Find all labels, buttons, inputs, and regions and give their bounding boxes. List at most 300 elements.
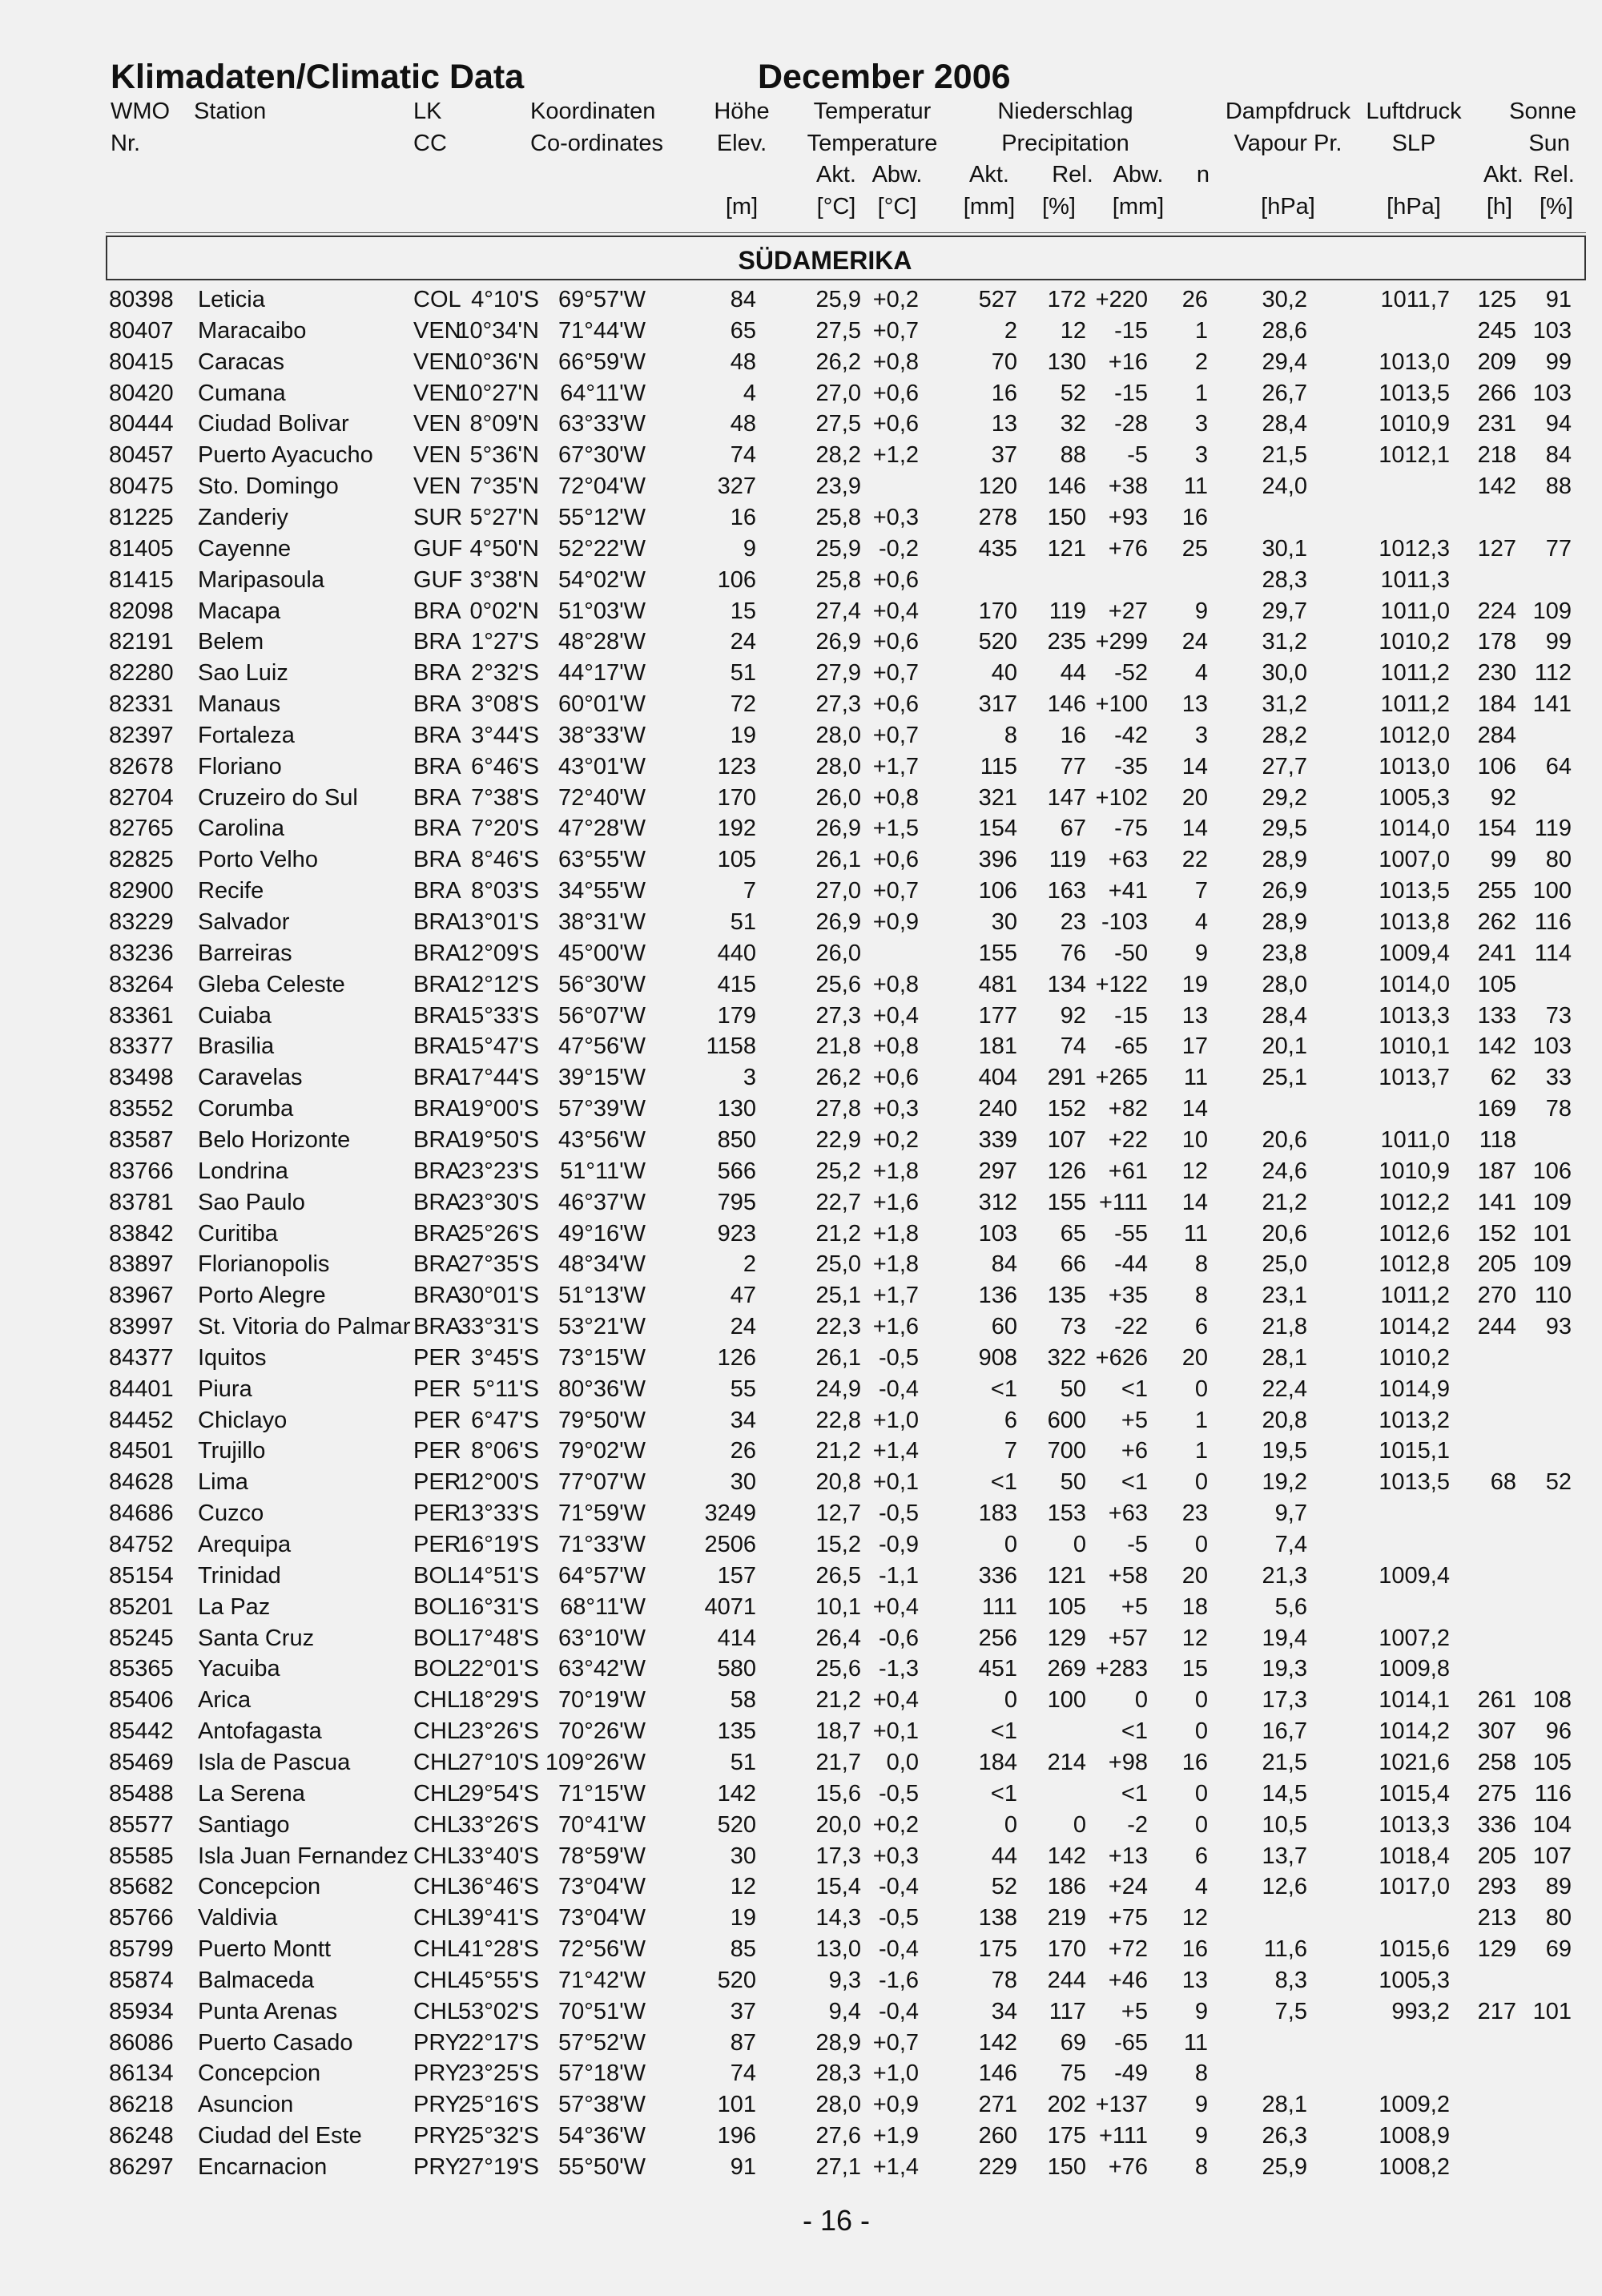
cell-station: Carolina xyxy=(198,816,284,842)
cell-lat: 13°33'S xyxy=(458,1500,539,1527)
cell-p: 317 xyxy=(978,691,1017,718)
cell-t: 26,2 xyxy=(815,348,861,375)
cell-lat: 5°11'S xyxy=(473,1376,539,1402)
cell-t: 27,5 xyxy=(815,317,861,344)
cell-wmo: 83967 xyxy=(109,1283,174,1309)
cell-pdev: -49 xyxy=(1114,2060,1148,2087)
cell-vap: 19,2 xyxy=(1262,1469,1307,1496)
cell-tdev: +1,6 xyxy=(872,1314,919,1340)
cell-cc: PRY xyxy=(413,2060,461,2087)
cell-lat: 16°19'S xyxy=(458,1532,539,1557)
cell-lat: 53°02'S xyxy=(458,1998,539,2024)
cell-vap: 30,0 xyxy=(1262,660,1307,687)
cell-pdev: -65 xyxy=(1114,2029,1148,2056)
cell-pdev: +75 xyxy=(1108,1905,1148,1931)
cell-prel: 322 xyxy=(1047,1344,1086,1371)
cell-sunrel: 64 xyxy=(1545,753,1572,779)
cell-slp: 1010,9 xyxy=(1379,411,1450,437)
cell-wmo: 85682 xyxy=(109,1874,174,1900)
cell-sun: 217 xyxy=(1477,1998,1516,2024)
table-row xyxy=(0,1126,1602,1160)
cell-lat: 15°33'S xyxy=(458,1002,539,1029)
cell-sunrel: 104 xyxy=(1532,1811,1572,1838)
cell-station: Maracaibo xyxy=(198,317,307,344)
cell-n: 8 xyxy=(1194,1251,1208,1278)
cell-tdev: -0,5 xyxy=(879,1905,919,1931)
cell-slp: 1009,8 xyxy=(1379,1656,1450,1682)
cell-prel: 107 xyxy=(1047,1126,1086,1153)
cell-elev: 415 xyxy=(717,971,756,997)
cell-lat: 7°35'N xyxy=(469,473,539,500)
cell-t: 27,1 xyxy=(815,2154,861,2180)
cell-n: 3 xyxy=(1194,411,1208,437)
cell-n: 7 xyxy=(1194,878,1208,904)
cell-vap: 7,4 xyxy=(1274,1532,1307,1557)
cell-t: 28,0 xyxy=(815,722,861,748)
cell-wmo: 83781 xyxy=(109,1189,174,1215)
cell-cc: BOL xyxy=(413,1562,461,1589)
cell-cc: PER xyxy=(413,1407,461,1433)
cell-n: 4 xyxy=(1194,660,1208,687)
cell-vap: 28,9 xyxy=(1262,909,1307,935)
cell-wmo: 86086 xyxy=(109,2029,174,2056)
cell-station: Floriano xyxy=(198,753,282,779)
cell-sun: 187 xyxy=(1477,1158,1516,1184)
cell-cc: BRA xyxy=(413,1189,461,1215)
cell-tdev: +1,5 xyxy=(872,816,919,842)
cell-vap: 29,7 xyxy=(1262,598,1307,624)
cell-elev: 30 xyxy=(730,1843,756,1869)
cell-station: Florianopolis xyxy=(198,1251,330,1278)
cell-lat: 23°25'S xyxy=(458,2060,539,2087)
cell-prel: 88 xyxy=(1060,442,1086,469)
cell-prel: 600 xyxy=(1047,1407,1086,1433)
cell-lon: 64°57'W xyxy=(557,1562,646,1589)
cell-sunrel: 109 xyxy=(1532,1251,1572,1278)
cell-prel: 147 xyxy=(1047,784,1086,811)
cell-t: 27,5 xyxy=(815,411,861,437)
cell-prel: 175 xyxy=(1047,2123,1086,2149)
cell-p: <1 xyxy=(990,1469,1017,1496)
cell-n: 9 xyxy=(1194,2092,1208,2118)
cell-pdev: +299 xyxy=(1095,629,1148,655)
cell-elev: 4071 xyxy=(704,1593,756,1620)
cell-p: 184 xyxy=(978,1749,1017,1775)
elevation-header-de: Höhe xyxy=(714,99,770,124)
cell-vap: 20,8 xyxy=(1262,1407,1307,1433)
cell-sun: 169 xyxy=(1477,1096,1516,1122)
cell-p: 527 xyxy=(978,287,1017,312)
cell-vap: 30,1 xyxy=(1262,535,1307,562)
cell-p: 16 xyxy=(991,380,1017,406)
table-row xyxy=(0,1938,1602,1969)
cell-lat: 3°45'S xyxy=(471,1344,539,1371)
table-row xyxy=(0,2062,1602,2093)
cell-lat: 23°26'S xyxy=(458,1718,539,1745)
cell-lat: 10°36'N xyxy=(457,348,539,375)
cell-cc: BRA xyxy=(413,1033,461,1060)
cell-slp: 1010,9 xyxy=(1379,1158,1450,1184)
cell-lon: 53°21'W xyxy=(557,1314,646,1340)
region-label: SÜDAMERIKA xyxy=(738,246,912,275)
cell-elev: 795 xyxy=(717,1189,756,1215)
cell-tdev: +0,1 xyxy=(872,1469,919,1496)
cell-wmo: 84686 xyxy=(109,1500,174,1527)
cell-p: 60 xyxy=(991,1314,1017,1340)
cell-station: Santa Cruz xyxy=(198,1625,315,1651)
cell-t: 26,1 xyxy=(815,1344,861,1371)
cell-sunrel: 69 xyxy=(1545,1936,1572,1963)
cell-sun: 262 xyxy=(1477,909,1516,935)
cell-lat: 7°38'S xyxy=(471,784,539,811)
cell-pdev: +63 xyxy=(1108,1500,1148,1527)
cell-cc: SUR xyxy=(413,504,463,530)
cell-wmo: 83498 xyxy=(109,1065,174,1091)
cell-tdev: -0,2 xyxy=(879,535,919,562)
cell-elev: 15 xyxy=(730,598,756,624)
cell-sunrel: 96 xyxy=(1545,1718,1572,1745)
cell-slp: 1014,0 xyxy=(1379,816,1450,842)
cell-lat: 22°01'S xyxy=(458,1656,539,1682)
cell-lat: 36°46'S xyxy=(458,1874,539,1900)
cell-sun: 106 xyxy=(1477,753,1516,779)
cell-pdev: -42 xyxy=(1114,722,1148,748)
cell-elev: 85 xyxy=(730,1936,756,1963)
cell-vap: 28,6 xyxy=(1262,317,1307,344)
precipitation-abw-unit: [mm] xyxy=(1112,194,1165,220)
cell-cc: CHL xyxy=(413,1905,461,1931)
cell-tdev: +0,9 xyxy=(872,909,919,935)
cell-vap: 10,5 xyxy=(1262,1811,1307,1838)
cell-vap: 26,7 xyxy=(1262,380,1307,406)
cell-p: 37 xyxy=(991,442,1017,469)
cell-wmo: 80457 xyxy=(109,442,174,469)
cell-sun: 142 xyxy=(1477,473,1516,500)
cell-wmo: 86248 xyxy=(109,2123,174,2149)
cell-prel: 291 xyxy=(1047,1065,1086,1091)
cell-t: 26,0 xyxy=(815,784,861,811)
cell-slp: 1011,7 xyxy=(1380,287,1450,312)
cell-sunrel: 101 xyxy=(1532,1220,1572,1247)
cell-sun: 62 xyxy=(1490,1065,1516,1091)
table-row xyxy=(0,1969,1602,2000)
cell-wmo: 83842 xyxy=(109,1220,174,1247)
cell-slp: 1012,1 xyxy=(1379,442,1450,469)
cell-tdev: +0,8 xyxy=(872,1033,919,1060)
cell-pdev: <1 xyxy=(1121,1469,1148,1496)
cell-sun: 141 xyxy=(1477,1189,1516,1215)
cell-n: 0 xyxy=(1194,1780,1208,1807)
cell-wmo: 85245 xyxy=(109,1625,174,1651)
cell-slp: 1012,0 xyxy=(1379,722,1450,748)
cell-elev: 16 xyxy=(730,504,756,530)
cell-t: 25,8 xyxy=(815,504,861,530)
cell-lat: 2°32'S xyxy=(471,660,539,687)
document-title: Klimadaten/Climatic Data xyxy=(111,58,525,96)
cell-t: 22,3 xyxy=(815,1314,861,1340)
cell-p: <1 xyxy=(990,1780,1017,1807)
table-row xyxy=(0,444,1602,475)
cell-p: 146 xyxy=(978,2060,1017,2087)
cell-wmo: 85406 xyxy=(109,1687,174,1714)
precipitation-rel-header: Rel. xyxy=(1052,162,1093,187)
cell-t: 27,0 xyxy=(815,380,861,406)
cell-slp: 1013,7 xyxy=(1379,1065,1450,1091)
cell-elev: 850 xyxy=(717,1126,756,1153)
table-row xyxy=(0,1593,1602,1627)
cell-tdev: -0,9 xyxy=(879,1532,919,1557)
table-row xyxy=(0,784,1602,818)
cell-prel: 100 xyxy=(1047,1687,1086,1714)
cell-pdev: +61 xyxy=(1108,1158,1148,1184)
cell-pdev: +220 xyxy=(1095,287,1148,312)
vapour-unit: [hPa] xyxy=(1261,194,1315,220)
cell-prel: 121 xyxy=(1047,1562,1086,1589)
cell-wmo: 82678 xyxy=(109,753,174,779)
cell-sun: 245 xyxy=(1477,317,1516,344)
cell-p: 435 xyxy=(978,535,1017,562)
table-row xyxy=(0,288,1602,320)
cell-cc: CHL xyxy=(413,1967,461,1993)
cell-cc: BRA xyxy=(413,1096,461,1122)
cell-prel: 12 xyxy=(1060,317,1086,344)
cell-pdev: <1 xyxy=(1121,1718,1148,1745)
cell-sunrel: 119 xyxy=(1534,816,1572,842)
cell-lon: 34°55'W xyxy=(557,878,646,904)
cell-pdev: +72 xyxy=(1108,1936,1148,1963)
cell-wmo: 80415 xyxy=(109,348,174,375)
cell-prel: 130 xyxy=(1047,348,1086,375)
cell-station: Cuzco xyxy=(198,1500,264,1527)
cell-sun: 118 xyxy=(1479,1126,1516,1153)
cell-tdev: +0,2 xyxy=(872,1126,919,1153)
cell-vap: 23,8 xyxy=(1262,940,1307,966)
cell-p: 0 xyxy=(1004,1687,1017,1714)
cell-elev: 58 xyxy=(730,1687,756,1714)
cell-wmo: 85442 xyxy=(109,1718,174,1745)
cell-cc: VEN xyxy=(413,380,461,406)
cell-vap: 19,3 xyxy=(1262,1656,1307,1682)
cell-slp: 1012,8 xyxy=(1379,1251,1450,1278)
cell-prel: 202 xyxy=(1047,2092,1086,2118)
cell-pdev: -15 xyxy=(1114,1002,1148,1029)
cell-tdev: +0,7 xyxy=(872,722,919,748)
cell-p: 260 xyxy=(978,2123,1017,2149)
cell-wmo: 83766 xyxy=(109,1158,174,1184)
cell-lat: 33°40'S xyxy=(458,1843,539,1869)
cell-pdev: +5 xyxy=(1121,1407,1148,1433)
cell-cc: PER xyxy=(413,1469,461,1496)
cell-prel: 75 xyxy=(1060,2060,1086,2087)
cell-lon: 70°19'W xyxy=(557,1687,646,1714)
cell-station: Ciudad del Este xyxy=(198,2123,362,2149)
cell-t: 26,0 xyxy=(815,940,861,966)
cell-n: 1 xyxy=(1194,1438,1208,1464)
cell-n: 4 xyxy=(1194,1874,1208,1900)
cell-tdev: +1,8 xyxy=(872,1158,919,1184)
cell-tdev: +0,4 xyxy=(872,1593,919,1620)
cell-sun: 154 xyxy=(1477,816,1516,842)
cell-prel: 186 xyxy=(1047,1874,1086,1900)
cell-sunrel: 103 xyxy=(1532,317,1572,344)
cell-lon: 49°16'W xyxy=(557,1220,646,1247)
table-row xyxy=(0,1471,1602,1502)
cell-elev: 1158 xyxy=(706,1033,756,1060)
cell-lon: 80°36'W xyxy=(557,1376,646,1402)
cell-sunrel: 100 xyxy=(1532,878,1572,904)
cell-prel: 44 xyxy=(1060,660,1086,687)
cell-p: 271 xyxy=(978,2092,1017,2118)
cell-lon: 71°42'W xyxy=(557,1967,646,1993)
cell-elev: 2506 xyxy=(704,1532,756,1557)
cell-p: 34 xyxy=(991,1998,1017,2024)
cell-wmo: 85488 xyxy=(109,1780,174,1807)
cell-station: Puerto Montt xyxy=(198,1936,332,1963)
table-row xyxy=(0,724,1602,755)
cell-tdev: +1,4 xyxy=(872,1438,919,1464)
cell-sun: 270 xyxy=(1477,1283,1516,1309)
cell-wmo: 82765 xyxy=(109,816,174,842)
cell-slp: 1014,9 xyxy=(1379,1376,1450,1402)
cell-lon: 68°11'W xyxy=(560,1593,646,1620)
cell-elev: 414 xyxy=(717,1625,756,1651)
cell-lon: 38°31'W xyxy=(557,909,646,935)
precipitation-rel-unit: [%] xyxy=(1042,194,1076,220)
cell-t: 12,7 xyxy=(815,1500,861,1527)
cell-t: 26,9 xyxy=(815,629,861,655)
cell-n: 4 xyxy=(1194,909,1208,935)
cell-p: 396 xyxy=(978,847,1017,873)
cell-pdev: -52 xyxy=(1114,660,1148,687)
temperature-header-de: Temperatur xyxy=(813,99,932,124)
cell-elev: 3249 xyxy=(704,1500,756,1527)
cell-n: 16 xyxy=(1181,1749,1208,1775)
cell-n: 11 xyxy=(1183,1065,1208,1091)
cell-n: 16 xyxy=(1181,1936,1208,1963)
table-row xyxy=(0,1002,1602,1036)
cell-pdev: 0 xyxy=(1134,1687,1148,1714)
cell-elev: 47 xyxy=(730,1283,756,1309)
cell-lon: 51°11'W xyxy=(560,1158,646,1184)
cell-tdev: +1,4 xyxy=(872,2154,919,2180)
cell-p: 136 xyxy=(978,1283,1017,1309)
cell-pdev: +137 xyxy=(1095,2092,1148,2118)
cell-cc: BRA xyxy=(413,691,461,718)
cell-cc: BRA xyxy=(413,660,461,687)
cell-lat: 30°01'S xyxy=(458,1283,539,1309)
cell-slp: 1017,0 xyxy=(1379,1874,1450,1900)
cell-tdev: +0,9 xyxy=(872,2092,919,2118)
cell-p: 240 xyxy=(978,1096,1017,1122)
cell-sunrel: 107 xyxy=(1532,1843,1572,1869)
cell-tdev: +0,6 xyxy=(872,691,919,718)
cell-tdev: +0,2 xyxy=(872,287,919,312)
cell-tdev: +1,7 xyxy=(872,1283,919,1309)
cell-sun: 293 xyxy=(1477,1874,1516,1900)
cell-tdev: +0,8 xyxy=(872,971,919,997)
cell-station: Piura xyxy=(198,1376,252,1402)
cell-station: Barreiras xyxy=(198,940,292,966)
cell-n: 20 xyxy=(1181,1344,1208,1371)
cell-sun: 258 xyxy=(1477,1749,1516,1775)
cell-wmo: 82098 xyxy=(109,598,174,624)
cell-cc: BRA xyxy=(413,1220,461,1247)
table-row xyxy=(0,2029,1602,2063)
cell-lon: 70°51'W xyxy=(557,1998,646,2024)
cell-sun: 230 xyxy=(1477,660,1516,687)
cell-p: 6 xyxy=(1004,1407,1017,1433)
cell-lat: 19°00'S xyxy=(458,1096,539,1122)
cell-prel: 117 xyxy=(1049,1998,1086,2024)
cell-vap: 27,7 xyxy=(1262,753,1307,779)
cell-slp: 1014,2 xyxy=(1379,1718,1450,1745)
elevation-unit: [m] xyxy=(725,194,759,220)
cell-p: 84 xyxy=(991,1251,1017,1278)
cell-t: 22,9 xyxy=(815,1126,861,1153)
cell-tdev: -1,3 xyxy=(879,1656,919,1682)
cell-lat: 10°34'N xyxy=(457,317,539,344)
cell-slp: 1013,5 xyxy=(1379,878,1450,904)
cell-vap: 28,2 xyxy=(1262,722,1307,748)
cell-slp: 1011,0 xyxy=(1380,1126,1450,1153)
cell-vap: 29,4 xyxy=(1262,348,1307,375)
cell-lat: 8°03'S xyxy=(471,878,539,904)
cell-wmo: 80475 xyxy=(109,473,174,500)
cell-elev: 580 xyxy=(717,1656,756,1682)
cell-slp: 1010,2 xyxy=(1379,1344,1450,1371)
cell-sunrel: 103 xyxy=(1532,1033,1572,1060)
cell-lon: 73°04'W xyxy=(557,1905,646,1931)
table-row xyxy=(0,413,1602,444)
cell-cc: CHL xyxy=(413,1749,461,1775)
cell-lon: 39°15'W xyxy=(557,1065,646,1091)
cell-slp: 1014,2 xyxy=(1379,1314,1450,1340)
cell-cc: BRA xyxy=(413,1158,461,1184)
cell-p: 278 xyxy=(978,504,1017,530)
cell-sunrel: 99 xyxy=(1545,629,1572,655)
sun-rel-unit: [%] xyxy=(1540,194,1573,220)
cell-prel: 129 xyxy=(1047,1625,1086,1651)
cell-station: Salvador xyxy=(198,909,290,935)
cell-lat: 45°55'S xyxy=(458,1967,539,1993)
cell-t: 22,7 xyxy=(815,1189,861,1215)
cell-vap: 21,5 xyxy=(1262,442,1307,469)
table-row xyxy=(0,1253,1602,1284)
cell-sun: 255 xyxy=(1477,878,1516,904)
cell-station: Caracas xyxy=(198,348,284,375)
vapour-header-de: Dampfdruck xyxy=(1225,99,1351,124)
cell-p: 8 xyxy=(1004,722,1017,748)
cell-elev: 520 xyxy=(717,1811,756,1838)
cell-cc: BOL xyxy=(413,1593,461,1620)
cell-cc: BRA xyxy=(413,784,461,811)
cell-lon: 73°15'W xyxy=(557,1344,646,1371)
table-row xyxy=(0,1875,1602,1907)
cell-prel: 105 xyxy=(1047,1593,1086,1620)
cell-station: Yacuiba xyxy=(198,1656,280,1682)
cell-prel: 119 xyxy=(1049,598,1086,624)
cell-slp: 1005,3 xyxy=(1379,784,1450,811)
cell-station: St. Vitoria do Palmar xyxy=(198,1314,411,1340)
cell-station: Asuncion xyxy=(198,2092,294,2118)
cell-sunrel: 80 xyxy=(1545,847,1572,873)
cell-sun: 244 xyxy=(1477,1314,1516,1340)
cell-pdev: +122 xyxy=(1095,971,1148,997)
cell-slp: 1008,9 xyxy=(1379,2123,1450,2149)
cell-n: 9 xyxy=(1194,1998,1208,2024)
cell-cc: PER xyxy=(413,1344,461,1371)
cell-lon: 71°44'W xyxy=(557,317,646,344)
